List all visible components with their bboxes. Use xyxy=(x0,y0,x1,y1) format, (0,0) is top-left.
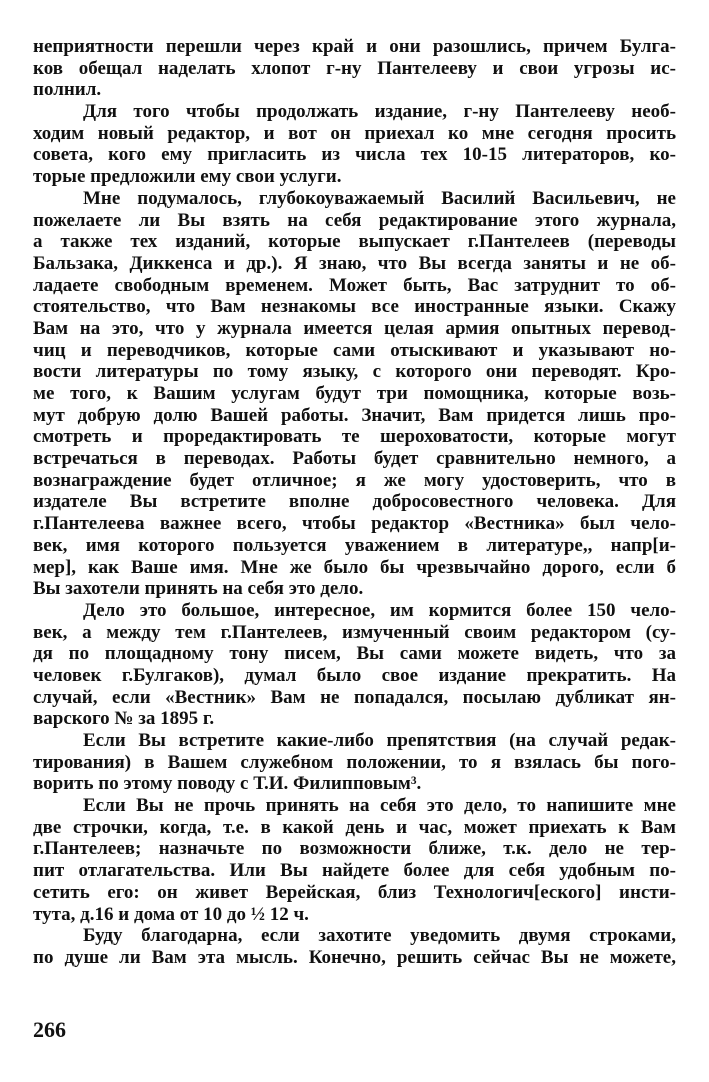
text-line: человек г.Булгаков), думал было свое издание прекратить. На xyxy=(33,664,676,686)
text-line: Если Вы встретите какие-либо препятствия (на случай редак- xyxy=(83,730,676,751)
text-line: тирования) в Вашем служебном положении, то я взялась бы пого- xyxy=(33,751,676,773)
text-line: пожелаете ли Вы взять на себя редактирование этого журнала, xyxy=(33,209,676,231)
page-number: 266 xyxy=(33,1017,66,1042)
text-line: век, а между тем г.Пантелеев, измученный своим редактором (су- xyxy=(33,621,676,643)
text-line: стоятельство, что Вам незнакомы все иностранные языки. Скажу xyxy=(33,296,676,318)
text-line: Дело это большое, интересное, им кормится более 150 чело- xyxy=(83,599,676,621)
text-line: ме того, к Вашим услугам будут три помощника, которые возь- xyxy=(33,383,676,404)
text-line: Если Вы не прочь принять на себя это дело, то напишите мне xyxy=(83,795,676,817)
paragraph xyxy=(33,600,676,730)
text-line: сетить его: он живет Верейская, близ Технологич[еского] инсти- xyxy=(33,881,676,903)
paragraph xyxy=(33,730,676,795)
text-line: г.Пантелеева важнее всего, чтобы редактор «Вестника» был чело- xyxy=(33,513,676,535)
text-line: ворить по этому поводу с Т.И. Филипповым³. xyxy=(33,773,422,795)
text-line: пит отлагательства. Или Вы найдете более для себя удобным по- xyxy=(33,860,676,882)
text-line: вознаграждение будет отличное; я же могу удостоверить, что в xyxy=(33,469,676,491)
text-line: ков обещал наделать хлопот г-ну Пантелееву и свои угрозы ис- xyxy=(33,57,676,79)
text-line: издателе Вы встретите вполне добросовестного человека. Для xyxy=(33,491,676,513)
text-line: по душе ли Вам эта мысль. Конечно, решить сейчас Вы не можете, xyxy=(33,946,676,968)
text-line: Для того чтобы продолжать издание, г-ну Пантелееву необ- xyxy=(83,101,676,123)
text-line: Вам на это, что у журнала имеется целая армия опытных перевод- xyxy=(33,317,676,339)
text-line: чиц и переводчиков, которые сами отыскивают и указывают но- xyxy=(33,339,676,361)
paragraph xyxy=(33,101,676,188)
text-line: мер], как Ваше имя. Мне же было бы чрезвычайно дорого, если б xyxy=(33,556,676,578)
text-line: Вы захотели принять на себя это дело. xyxy=(33,578,364,600)
text-line: полнил. xyxy=(33,79,102,101)
text-line: тута, д.16 и дома от 10 до ½ 12 ч. xyxy=(33,903,309,925)
text-line: две строчки, когда, т.е. в какой день и час, может приехать к Вам xyxy=(33,816,676,838)
text-line: век, имя которого пользуется уважением в литературе,, напр[и- xyxy=(33,534,676,556)
text-line: ходим новый редактор, и вот он приехал ко мне сегодня просить xyxy=(33,122,676,144)
paragraph xyxy=(33,36,676,101)
text-line: торые предложили ему свои услуги. xyxy=(33,166,342,188)
text-line: Мне подумалось, глубокоуважаемый Василий Васильевич, не xyxy=(83,187,676,209)
paragraph xyxy=(33,188,676,600)
text-line: вости литературы по тому языку, с которого они переводят. Кро- xyxy=(33,361,676,383)
paragraph xyxy=(33,795,676,925)
paragraph xyxy=(33,925,676,968)
text-line: смотреть и проредактировать те шероховатости, которые могут xyxy=(33,426,676,448)
text-line: встречаться в переводах. Работы будет сравнительно немного, а xyxy=(33,448,676,470)
body-text xyxy=(33,36,676,969)
text-line: г.Пантелеев; назначьте по возможности ближе, т.к. дело не тер- xyxy=(33,838,676,860)
text-line: ладаете свободным временем. Может быть, Вас затруднит то об- xyxy=(33,274,676,296)
text-line: варского № за 1895 г. xyxy=(33,708,215,730)
text-line: Буду благодарна, если захотите уведомить двумя строками, xyxy=(83,925,676,947)
text-line: случай, если «Вестник» Вам не попадался, посылаю дубликат ян- xyxy=(33,686,676,708)
text-line: Бальзака, Диккенса и др.). Я знаю, что Вы всегда заняты и не об- xyxy=(33,252,676,274)
text-line: а также тех изданий, которые выпускает г.Пантелеев (переводы xyxy=(33,231,676,253)
text-line: совета, кого ему пригласить из числа тех 10-15 литераторов, ко- xyxy=(33,144,676,166)
text-line: дя по площадному тону писем, Вы сами можете видеть, что за xyxy=(33,643,676,665)
text-line: неприятности перешли через край и они разошлись, причем Булга- xyxy=(33,36,676,57)
text-line: мут добрую долю Вашей работы. Значит, Вам придется лишь про- xyxy=(33,404,676,426)
